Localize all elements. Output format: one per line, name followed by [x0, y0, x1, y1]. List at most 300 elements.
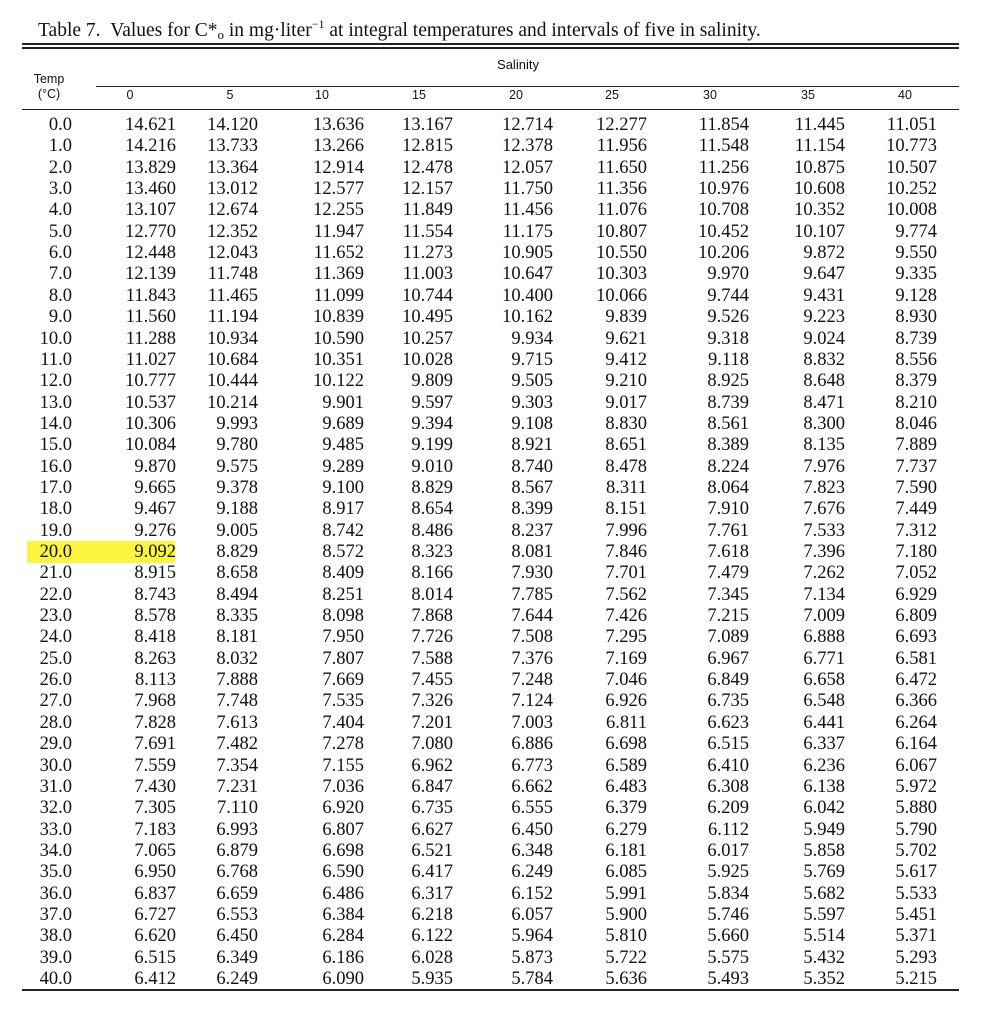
value-cell: 8.739 — [707, 392, 749, 413]
value-cell: 10.084 — [125, 435, 176, 456]
table-row — [0, 222, 985, 243]
value-cell: 9.550 — [895, 243, 937, 264]
value-cell: 7.761 — [707, 520, 749, 541]
value-cell: 9.870 — [134, 456, 176, 477]
value-cell: 6.581 — [895, 648, 937, 669]
value-cell: 6.279 — [605, 819, 647, 840]
value-cell: 7.930 — [511, 563, 553, 584]
temp-cell: 8.0 — [48, 285, 72, 306]
value-cell: 8.300 — [803, 413, 845, 434]
value-cell: 5.597 — [803, 904, 845, 925]
value-cell: 6.879 — [216, 840, 258, 861]
value-cell: 10.777 — [125, 371, 176, 392]
value-cell: 8.648 — [803, 371, 845, 392]
temp-cell: 37.0 — [39, 904, 72, 925]
value-cell: 7.278 — [322, 734, 364, 755]
temp-cell: 27.0 — [39, 691, 72, 712]
value-cell: 10.495 — [402, 307, 453, 328]
value-cell: 5.636 — [605, 969, 647, 989]
value-cell: 6.218 — [411, 904, 453, 925]
value-cell: 13.167 — [402, 115, 453, 135]
value-cell: 9.108 — [511, 413, 553, 434]
value-cell: 6.042 — [803, 798, 845, 819]
value-cell: 9.100 — [322, 477, 364, 498]
value-cell: 11.650 — [596, 157, 647, 178]
value-cell: 11.956 — [596, 136, 647, 157]
value-cell: 8.578 — [134, 606, 176, 627]
table-row — [0, 905, 985, 926]
value-cell: 6.122 — [411, 926, 453, 947]
value-cell: 5.432 — [803, 947, 845, 968]
table-row — [0, 585, 985, 606]
value-cell: 7.868 — [411, 606, 453, 627]
temp-cell: 13.0 — [39, 392, 72, 413]
value-cell: 7.426 — [605, 606, 647, 627]
value-cell: 6.152 — [511, 883, 553, 904]
value-cell: 10.537 — [125, 392, 176, 413]
value-cell: 7.248 — [511, 670, 553, 691]
value-cell: 6.028 — [411, 947, 453, 968]
value-cell: 12.478 — [402, 157, 453, 178]
value-cell: 9.394 — [411, 413, 453, 434]
value-cell: 10.647 — [502, 264, 553, 285]
value-cell: 6.515 — [707, 734, 749, 755]
value-cell: 8.742 — [322, 520, 364, 541]
value-cell: 11.076 — [596, 200, 647, 221]
value-cell: 6.521 — [411, 840, 453, 861]
value-cell: 10.608 — [794, 179, 845, 200]
value-cell: 5.682 — [803, 883, 845, 904]
header-bottom-rule — [22, 109, 959, 110]
value-cell: 9.485 — [322, 435, 364, 456]
salinity-column-header: 20 — [509, 88, 523, 102]
value-cell: 8.917 — [322, 499, 364, 520]
value-cell: 9.010 — [411, 456, 453, 477]
value-cell: 9.318 — [707, 328, 749, 349]
value-cell: 9.505 — [511, 371, 553, 392]
value-cell: 6.181 — [605, 840, 647, 861]
value-cell: 6.410 — [707, 755, 749, 776]
value-cell: 6.417 — [411, 862, 453, 883]
table-row — [0, 542, 985, 563]
value-cell: 5.722 — [605, 947, 647, 968]
value-cell: 7.180 — [895, 542, 937, 562]
value-cell: 10.206 — [698, 243, 749, 264]
value-cell: 6.486 — [322, 883, 364, 904]
value-cell: 8.014 — [411, 584, 453, 605]
value-cell: 6.659 — [216, 883, 258, 904]
value-cell: 11.003 — [402, 264, 453, 285]
value-cell: 6.662 — [511, 776, 553, 797]
table-row — [0, 435, 985, 456]
value-cell: 5.873 — [511, 947, 553, 968]
value-cell: 8.237 — [511, 520, 553, 541]
temp-cell: 24.0 — [39, 627, 72, 648]
value-cell: 9.689 — [322, 413, 364, 434]
value-cell: 6.727 — [134, 904, 176, 925]
value-cell: 14.216 — [125, 136, 176, 157]
value-cell: 6.548 — [803, 691, 845, 712]
value-cell: 6.308 — [707, 776, 749, 797]
value-cell: 6.735 — [411, 798, 453, 819]
value-cell: 9.335 — [895, 264, 937, 285]
table-row — [0, 606, 985, 627]
value-cell: 6.590 — [322, 862, 364, 883]
temp-cell: 0.0 — [48, 115, 72, 135]
value-cell: 7.396 — [803, 542, 845, 562]
temp-cell: 1.0 — [48, 136, 72, 157]
value-cell: 7.009 — [803, 606, 845, 627]
value-cell: 8.081 — [511, 542, 553, 562]
value-cell: 8.151 — [605, 499, 647, 520]
value-cell: 8.389 — [707, 435, 749, 456]
table-row — [0, 414, 985, 435]
value-cell: 5.746 — [707, 904, 749, 925]
value-cell: 6.993 — [216, 819, 258, 840]
value-cell: 12.139 — [125, 264, 176, 285]
temp-cell: 23.0 — [39, 606, 72, 627]
salinity-column-header: 0 — [126, 88, 134, 102]
salinity-column-header: 5 — [226, 88, 234, 102]
value-cell: 5.493 — [707, 969, 749, 989]
caption-text-end: at integral temperatures and intervals of five in salinity. — [324, 20, 761, 41]
value-cell: 10.400 — [502, 285, 553, 306]
value-cell: 6.886 — [511, 734, 553, 755]
value-cell: 9.526 — [707, 307, 749, 328]
value-cell: 5.790 — [895, 819, 937, 840]
value-cell: 8.740 — [511, 456, 553, 477]
value-cell: 5.972 — [895, 776, 937, 797]
value-cell: 8.471 — [803, 392, 845, 413]
table-row — [0, 329, 985, 350]
value-cell: 9.412 — [605, 349, 647, 370]
temp-cell: 17.0 — [39, 477, 72, 498]
value-cell: 7.482 — [216, 734, 258, 755]
value-cell: 8.832 — [803, 349, 845, 370]
value-cell: 12.043 — [207, 243, 258, 264]
value-cell: 6.698 — [605, 734, 647, 755]
value-cell: 10.550 — [596, 243, 647, 264]
value-cell: 9.575 — [216, 456, 258, 477]
value-cell: 6.967 — [707, 648, 749, 669]
value-cell: 9.199 — [411, 435, 453, 456]
temp-cell: 10.0 — [39, 328, 72, 349]
temp-cell: 5.0 — [48, 221, 72, 242]
salinity-column-header: 25 — [605, 88, 619, 102]
value-cell: 7.533 — [803, 520, 845, 541]
value-cell: 9.276 — [134, 520, 176, 541]
table-row — [0, 200, 985, 221]
value-cell: 11.947 — [313, 221, 364, 242]
value-cell: 11.288 — [125, 328, 176, 349]
value-cell: 10.352 — [794, 200, 845, 221]
value-cell: 12.577 — [313, 179, 364, 200]
value-cell: 7.201 — [411, 712, 453, 733]
value-cell: 6.090 — [322, 969, 364, 989]
value-cell: 7.828 — [134, 712, 176, 733]
value-cell: 10.214 — [207, 392, 258, 413]
value-cell: 10.905 — [502, 243, 553, 264]
value-cell: 7.508 — [511, 627, 553, 648]
value-cell: 11.456 — [502, 200, 553, 221]
temp-cell: 7.0 — [48, 264, 72, 285]
value-cell: 5.784 — [511, 969, 553, 989]
temp-cell: 22.0 — [39, 584, 72, 605]
temp-cell: 2.0 — [48, 157, 72, 178]
value-cell: 8.486 — [411, 520, 453, 541]
value-cell: 10.306 — [125, 413, 176, 434]
value-cell: 6.929 — [895, 584, 937, 605]
value-cell: 9.467 — [134, 499, 176, 520]
value-cell: 9.210 — [605, 371, 647, 392]
value-cell: 7.823 — [803, 477, 845, 498]
value-cell: 8.829 — [411, 477, 453, 498]
value-cell: 13.266 — [313, 136, 364, 157]
value-cell: 7.996 — [605, 520, 647, 541]
value-cell: 7.052 — [895, 563, 937, 584]
value-cell: 7.889 — [895, 435, 937, 456]
table-row — [0, 926, 985, 947]
value-cell: 6.209 — [707, 798, 749, 819]
value-cell: 8.572 — [322, 542, 364, 562]
table-row — [0, 563, 985, 584]
value-cell: 7.535 — [322, 691, 364, 712]
temp-cell: 18.0 — [39, 499, 72, 520]
value-cell: 7.312 — [895, 520, 937, 541]
value-cell: 12.255 — [313, 200, 364, 221]
value-cell: 6.366 — [895, 691, 937, 712]
temp-cell: 40.0 — [39, 969, 72, 989]
value-cell: 6.249 — [511, 862, 553, 883]
table-row — [0, 627, 985, 648]
table-label: Table 7. — [38, 20, 101, 41]
value-cell: 13.733 — [207, 136, 258, 157]
value-cell: 9.934 — [511, 328, 553, 349]
value-cell: 6.771 — [803, 648, 845, 669]
value-cell: 5.991 — [605, 883, 647, 904]
temp-cell: 33.0 — [39, 819, 72, 840]
value-cell: 6.236 — [803, 755, 845, 776]
value-cell: 10.028 — [402, 349, 453, 370]
value-cell: 5.215 — [895, 969, 937, 989]
value-cell: 7.036 — [322, 776, 364, 797]
table-row — [0, 948, 985, 969]
value-cell: 7.326 — [411, 691, 453, 712]
value-cell: 14.621 — [125, 115, 176, 135]
value-cell: 8.494 — [216, 584, 258, 605]
value-cell: 5.514 — [803, 926, 845, 947]
value-cell: 7.305 — [134, 798, 176, 819]
value-cell: 6.337 — [803, 734, 845, 755]
salinity-column-header: 35 — [801, 88, 815, 102]
value-cell: 7.449 — [895, 499, 937, 520]
value-cell: 13.636 — [313, 115, 364, 135]
value-cell: 9.378 — [216, 477, 258, 498]
value-cell: 12.277 — [596, 115, 647, 135]
table-row — [0, 691, 985, 712]
value-cell: 7.003 — [511, 712, 553, 733]
value-cell: 7.110 — [217, 798, 258, 819]
table-row — [0, 457, 985, 478]
temp-cell: 35.0 — [39, 862, 72, 883]
value-cell: 12.714 — [502, 115, 553, 135]
value-cell: 11.548 — [698, 136, 749, 157]
value-cell: 10.773 — [886, 136, 937, 157]
value-cell: 8.251 — [322, 584, 364, 605]
temp-column-header — [26, 72, 72, 102]
value-cell: 5.925 — [707, 862, 749, 883]
temp-cell: 28.0 — [39, 712, 72, 733]
value-cell: 5.769 — [803, 862, 845, 883]
salinity-column-header: 30 — [703, 88, 717, 102]
temp-cell: 9.0 — [48, 307, 72, 328]
value-cell: 9.774 — [895, 221, 937, 242]
value-cell: 8.654 — [411, 499, 453, 520]
value-cell: 7.169 — [605, 648, 647, 669]
salinity-header-rule — [96, 86, 959, 87]
value-cell: 5.617 — [895, 862, 937, 883]
value-cell: 6.658 — [803, 670, 845, 691]
value-cell: 7.155 — [322, 755, 364, 776]
table-row — [0, 521, 985, 542]
value-cell: 11.445 — [794, 115, 845, 135]
value-cell: 6.627 — [411, 819, 453, 840]
value-cell: 5.293 — [895, 947, 937, 968]
value-cell: 11.099 — [313, 285, 364, 306]
value-cell: 8.930 — [895, 307, 937, 328]
value-cell: 10.107 — [794, 221, 845, 242]
value-cell: 8.335 — [216, 606, 258, 627]
value-cell: 6.067 — [895, 755, 937, 776]
value-cell: 5.810 — [605, 926, 647, 947]
value-cell: 6.348 — [511, 840, 553, 861]
table-row — [0, 884, 985, 905]
caption-text-unit: in mg·liter — [224, 20, 312, 41]
value-cell: 10.875 — [794, 157, 845, 178]
value-cell: 6.112 — [708, 819, 749, 840]
temp-cell: 26.0 — [39, 670, 72, 691]
value-cell: 7.231 — [216, 776, 258, 797]
value-cell: 7.748 — [216, 691, 258, 712]
temp-cell: 32.0 — [39, 798, 72, 819]
value-cell: 14.120 — [207, 115, 258, 135]
value-cell: 11.465 — [207, 285, 258, 306]
value-cell: 11.194 — [207, 307, 258, 328]
value-cell: 7.430 — [134, 776, 176, 797]
value-cell: 7.976 — [803, 456, 845, 477]
value-cell: 5.900 — [605, 904, 647, 925]
value-cell: 7.089 — [707, 627, 749, 648]
value-cell: 5.964 — [511, 926, 553, 947]
value-cell: 7.183 — [134, 819, 176, 840]
value-cell: 7.124 — [511, 691, 553, 712]
table-row — [0, 862, 985, 883]
value-cell: 7.262 — [803, 563, 845, 584]
value-cell: 12.157 — [402, 179, 453, 200]
table-row — [0, 969, 985, 990]
value-cell: 9.715 — [511, 349, 553, 370]
value-cell: 8.561 — [707, 413, 749, 434]
value-cell: 7.613 — [216, 712, 258, 733]
value-cell: 6.264 — [895, 712, 937, 733]
value-cell: 7.065 — [134, 840, 176, 861]
table-row — [0, 798, 985, 819]
value-cell: 12.815 — [402, 136, 453, 157]
value-cell: 10.122 — [313, 371, 364, 392]
value-cell: 9.289 — [322, 456, 364, 477]
temp-header-label: Temp — [33, 72, 65, 86]
value-cell: 8.743 — [134, 584, 176, 605]
value-cell: 9.092 — [134, 542, 176, 562]
temp-cell: 14.0 — [39, 413, 72, 434]
value-cell: 7.345 — [707, 584, 749, 605]
value-cell: 11.051 — [886, 115, 937, 135]
value-cell: 7.559 — [134, 755, 176, 776]
value-cell: 7.701 — [605, 563, 647, 584]
value-cell: 10.008 — [886, 200, 937, 221]
value-cell: 8.064 — [707, 477, 749, 498]
table-row — [0, 756, 985, 777]
table-row — [0, 136, 985, 157]
value-cell: 11.843 — [125, 285, 176, 306]
salinity-column-header: 15 — [412, 88, 426, 102]
value-cell: 10.257 — [402, 328, 453, 349]
temp-header-unit: (°C) — [37, 87, 61, 101]
value-cell: 10.452 — [698, 221, 749, 242]
value-cell: 6.920 — [322, 798, 364, 819]
value-cell: 6.441 — [803, 712, 845, 733]
temp-cell: 6.0 — [48, 243, 72, 264]
value-cell: 9.303 — [511, 392, 553, 413]
value-cell: 9.005 — [216, 520, 258, 541]
value-cell: 5.935 — [411, 969, 453, 989]
value-cell: 7.888 — [216, 670, 258, 691]
table-row — [0, 734, 985, 755]
value-cell: 10.507 — [886, 157, 937, 178]
value-cell: 9.901 — [322, 392, 364, 413]
value-cell: 13.012 — [207, 179, 258, 200]
value-cell: 6.589 — [605, 755, 647, 776]
caption-subscript: o — [217, 27, 225, 42]
value-cell: 9.118 — [708, 349, 749, 370]
value-cell: 5.949 — [803, 819, 845, 840]
value-cell: 6.847 — [411, 776, 453, 797]
value-cell: 6.555 — [511, 798, 553, 819]
value-cell: 8.478 — [605, 456, 647, 477]
value-cell: 6.807 — [322, 819, 364, 840]
temp-cell: 39.0 — [39, 947, 72, 968]
value-cell: 7.046 — [605, 670, 647, 691]
value-cell: 9.017 — [605, 392, 647, 413]
value-cell: 5.575 — [707, 947, 749, 968]
value-cell: 11.849 — [402, 200, 453, 221]
value-cell: 8.166 — [411, 563, 453, 584]
value-cell: 7.785 — [511, 584, 553, 605]
value-cell: 13.460 — [125, 179, 176, 200]
value-cell: 9.839 — [605, 307, 647, 328]
value-cell: 10.934 — [207, 328, 258, 349]
value-cell: 6.379 — [605, 798, 647, 819]
value-cell: 7.644 — [511, 606, 553, 627]
value-cell: 8.210 — [895, 392, 937, 413]
table-row — [0, 371, 985, 392]
value-cell: 9.809 — [411, 371, 453, 392]
value-cell: 5.834 — [707, 883, 749, 904]
value-cell: 9.647 — [803, 264, 845, 285]
table-row — [0, 115, 985, 136]
value-cell: 6.450 — [216, 926, 258, 947]
value-cell: 6.186 — [322, 947, 364, 968]
